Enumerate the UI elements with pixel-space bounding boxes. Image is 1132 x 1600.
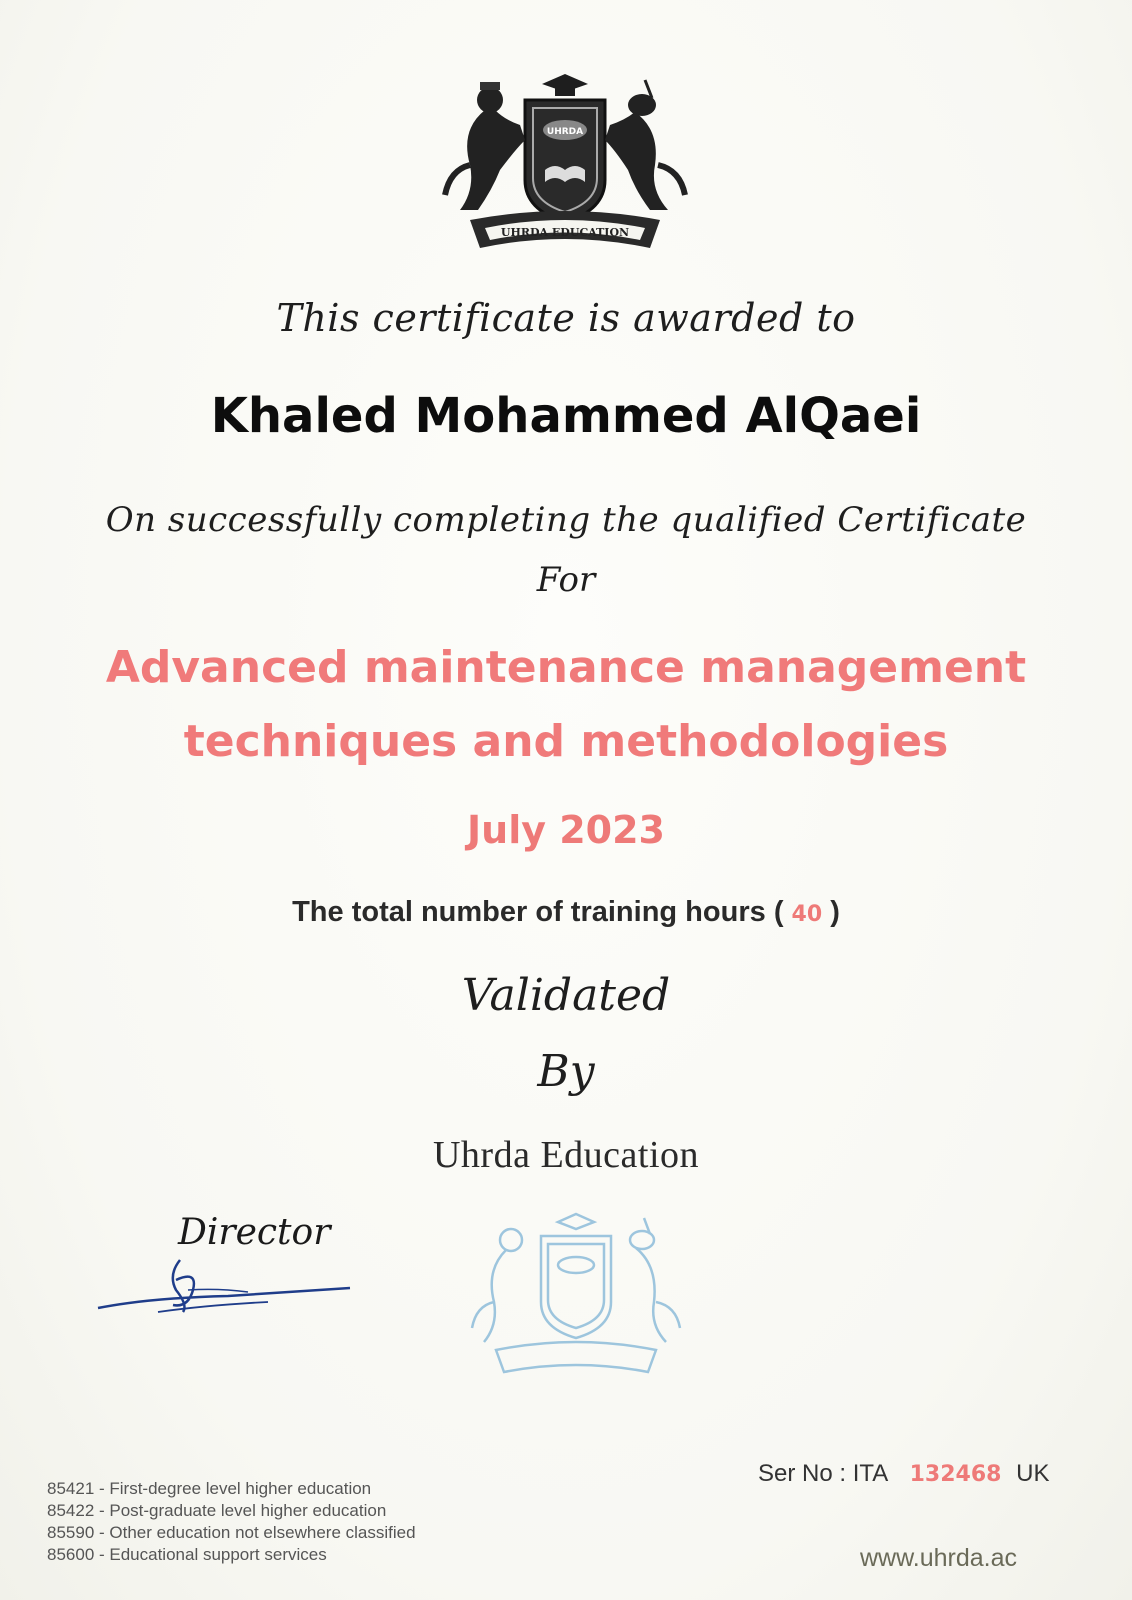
crest-shield-text: UHRDA (546, 127, 584, 137)
training-hours (0, 896, 1132, 929)
course-title-line1: Advanced maintenance management (105, 642, 1027, 693)
course-title-line2: techniques and methodologies (183, 716, 949, 767)
education-codes-list (47, 1478, 416, 1566)
education-code-item: 85600 - Educational support services (47, 1545, 327, 1564)
training-hours-value: 40 (791, 902, 823, 927)
serial-number-value: 132468 (909, 1462, 1002, 1487)
completing-text: On successfully completing the qualified Certificate (105, 500, 1027, 540)
education-code-item: 85421 - First-degree level higher education (47, 1479, 372, 1498)
official-stamp-icon (466, 1210, 686, 1380)
training-hours-label: The total number of training hours (292, 896, 766, 928)
awarded-text: This certificate is awarded to (276, 296, 856, 340)
coat-of-arms-icon (430, 70, 700, 270)
recipient-name: Khaled Mohammed AlQaei (210, 388, 922, 444)
director-label: Director (178, 1212, 331, 1253)
signature-icon (88, 1250, 368, 1320)
course-date: July 2023 (467, 808, 665, 852)
organization-name: Uhrda Education (432, 1134, 700, 1176)
serial-prefix: Ser No : ITA (758, 1460, 887, 1487)
education-code-item: 85590 - Other education not elsewhere classified (47, 1523, 416, 1542)
website-url: www.uhrda.ac (860, 1544, 1018, 1572)
education-code-item: 85422 - Post-graduate level higher education (47, 1501, 387, 1520)
serial-number (758, 1460, 1049, 1488)
crest-banner-text: UHRDA EDUCATION (500, 226, 630, 239)
close-paren: ) (830, 896, 840, 928)
for-text: For (536, 560, 596, 600)
by-text: By (537, 1046, 595, 1097)
serial-suffix: UK (1016, 1460, 1050, 1487)
open-paren: ( (773, 896, 784, 928)
validated-text: Validated (461, 970, 671, 1021)
